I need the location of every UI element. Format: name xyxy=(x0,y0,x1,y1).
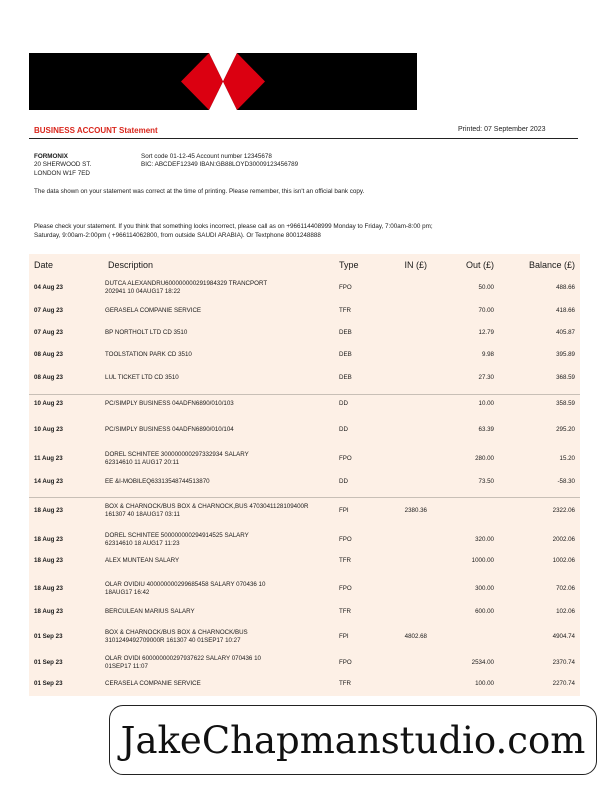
tx-description xyxy=(105,400,330,408)
tx-description-line-1: BOX & CHARNOCK/BUS BOX & CHARNOCK/BUS xyxy=(105,629,248,636)
tx-balance: 15.20 xyxy=(559,455,575,462)
tx-type: DEB xyxy=(339,374,352,381)
tx-description-line-2: 18AUG17 16:42 xyxy=(105,589,150,596)
tx-description-line-1: BP NORTHOLT LTD CD 3510 xyxy=(105,329,188,336)
tx-description-line-1: ALEX MUNTEAN SALARY xyxy=(105,557,180,564)
row-group-divider xyxy=(29,394,580,395)
tx-out-amount: 9.98 xyxy=(481,351,494,358)
tx-out-amount: 10.00 xyxy=(478,400,494,407)
tx-type: TFR xyxy=(339,307,352,314)
tx-description xyxy=(105,307,330,315)
tx-type: DD xyxy=(339,400,348,407)
tx-in-amount: 4802.68 xyxy=(404,633,427,640)
tx-out-amount: 300.00 xyxy=(475,585,494,592)
tx-description xyxy=(105,451,330,467)
tx-out-amount: 280.00 xyxy=(475,455,494,462)
tx-out-amount: 2534.00 xyxy=(471,659,494,666)
transactions-table xyxy=(29,254,580,696)
tx-description xyxy=(105,608,330,616)
tx-date: 01 Sep 23 xyxy=(34,659,63,666)
tx-balance: 1002.06 xyxy=(552,557,575,564)
tx-balance: 368.59 xyxy=(556,374,575,381)
tx-date: 08 Aug 23 xyxy=(34,351,64,358)
sort-code-account-number: Sort code 01-12-45 Account number 12345678 xyxy=(141,153,272,160)
tx-description-line-2: 3101249492709000R 161307 40 01SEP17 10:27 xyxy=(105,637,241,644)
statement-title: BUSINESS ACCOUNT Statement xyxy=(34,126,158,135)
tx-description-line-2: 62314610 18 AUG17 11:23 xyxy=(105,540,180,547)
tx-description-line-1: BERCULEAN MARIUS SALARY xyxy=(105,608,195,615)
tx-description xyxy=(105,374,330,382)
tx-description-line-1: GERASELA COMPANIE SERVICE xyxy=(105,307,202,314)
tx-description xyxy=(105,351,330,359)
company-name: FORMONIX xyxy=(34,153,68,160)
tx-description xyxy=(105,503,330,519)
tx-description-line-1: DUTCA ALEXANDRU600000000291984329 TRANCPORT xyxy=(105,280,268,287)
bic-iban: BIC: ABCDEF12349 IBAN:GB88LOYD30009123456789 xyxy=(141,161,299,169)
tx-out-amount: 320.00 xyxy=(475,536,494,543)
tx-type: FPO xyxy=(339,536,352,543)
tx-description-line-1: BOX & CHARNOCK/BUS BOX & CHARNOCK,BUS 4703041128109400R xyxy=(105,503,309,510)
tx-description-line-1: DOREL SCHINTEE 300000000297332934 SALARY xyxy=(105,451,249,458)
tx-out-amount: 63.39 xyxy=(478,426,494,433)
tx-description xyxy=(105,581,330,597)
tx-balance: 4904.74 xyxy=(552,633,575,640)
header-out: Out (£) xyxy=(465,260,494,270)
tx-date: 07 Aug 23 xyxy=(34,307,64,314)
tx-date: 18 Aug 23 xyxy=(34,585,64,592)
company-address-line-1: 20 SHERWOOD ST. xyxy=(34,161,92,169)
tx-type: FPO xyxy=(339,284,352,291)
header-type: Type xyxy=(339,260,359,270)
tx-description-line-1: TOOLSTATION PARK CD 3510 xyxy=(105,351,192,358)
tx-balance: 2370.74 xyxy=(552,659,575,666)
tx-description-line-1: PC/SIMPLY BUSINESS 04ADFN6890/010/104 xyxy=(105,426,234,433)
tx-balance: 488.66 xyxy=(556,284,575,291)
tx-type: DD xyxy=(339,426,348,433)
tx-balance: 395.89 xyxy=(556,351,575,358)
tx-description xyxy=(105,655,330,671)
company-address-block xyxy=(34,153,91,178)
tx-description xyxy=(105,557,330,565)
tx-date: 01 Sep 23 xyxy=(34,633,63,640)
tx-balance: 358.59 xyxy=(556,400,575,407)
tx-type: DEB xyxy=(339,329,352,336)
tx-date: 10 Aug 23 xyxy=(34,426,64,433)
tx-date: 08 Aug 23 xyxy=(34,374,64,381)
tx-type: FPI xyxy=(339,507,349,514)
tx-out-amount: 100.00 xyxy=(475,680,494,687)
tx-balance: 2270.74 xyxy=(552,680,575,687)
tx-date: 10 Aug 23 xyxy=(34,400,64,407)
tx-balance: 418.66 xyxy=(556,307,575,314)
tx-description xyxy=(105,426,330,434)
logo-banner xyxy=(29,53,417,110)
tx-type: FPI xyxy=(339,633,349,640)
tx-out-amount: 600.00 xyxy=(475,608,494,615)
header-balance: Balance (£) xyxy=(528,260,575,270)
tx-type: TFR xyxy=(339,608,352,615)
hexagon-logo-icon xyxy=(181,53,265,110)
tx-out-amount: 73.50 xyxy=(478,478,494,485)
tx-description xyxy=(105,680,330,688)
tx-date: 01 Sep 23 xyxy=(34,680,63,687)
tx-date: 11 Aug 23 xyxy=(34,455,63,462)
header-description: Description xyxy=(108,260,154,270)
tx-balance: 2002.06 xyxy=(552,536,575,543)
tx-balance: 295.20 xyxy=(556,426,575,433)
tx-balance: -58.30 xyxy=(557,478,575,485)
tx-description xyxy=(105,329,330,337)
tx-type: FPO xyxy=(339,585,352,592)
tx-description-line-2: 161307 40 18AUG17 03:11 xyxy=(105,511,180,518)
tx-description xyxy=(105,478,330,486)
tx-out-amount: 27.30 xyxy=(478,374,494,381)
tx-out-amount: 1000.00 xyxy=(471,557,494,564)
tx-type: TFR xyxy=(339,680,352,687)
tx-date: 18 Aug 23 xyxy=(34,557,64,564)
tx-description-line-1: LUL TICKET LTD CD 3510 xyxy=(105,374,179,381)
tx-description-line-1: CERASELA COMPANIE SERVICE xyxy=(105,680,201,687)
account-details-block xyxy=(141,153,298,170)
tx-type: FPO xyxy=(339,659,352,666)
tx-out-amount: 70.00 xyxy=(478,307,494,314)
tx-date: 18 Aug 23 xyxy=(34,507,64,514)
tx-description xyxy=(105,280,330,296)
tx-balance: 405.87 xyxy=(556,329,575,336)
header-date: Date xyxy=(34,260,54,270)
printed-date: Printed: 07 September 2023 xyxy=(458,126,546,133)
tx-out-amount: 50.00 xyxy=(478,284,494,291)
tx-balance: 102.06 xyxy=(556,608,575,615)
tx-description-line-1: EE &I-MOBILEQ63313548744513870 xyxy=(105,478,210,485)
tx-balance: 2322.06 xyxy=(552,507,575,514)
tx-type: TFR xyxy=(339,557,352,564)
tx-date: 07 Aug 23 xyxy=(34,329,64,336)
tx-description-line-2: 202941 10 04AUG17 18:22 xyxy=(105,288,181,295)
contact-note: Please check your statement. If you think that something looks incorrect, please call as on +966114408999 Monday to Friday, 7:00am-8:00 pm; Saturday, 9:00am-2:00pm ( +966114062800, from outside SAUDI ARABIA). Or Textphone 8001248888 xyxy=(34,223,433,239)
tx-description-line-2: 62314610 11 AUG17 20:11 xyxy=(105,459,180,466)
tx-description xyxy=(105,629,330,645)
company-address-line-2: LONDON W1F 7ED xyxy=(34,169,90,177)
header-in: IN (£) xyxy=(404,260,427,270)
header-divider xyxy=(29,138,578,139)
tx-balance: 702.06 xyxy=(556,585,575,592)
tx-type: DEB xyxy=(339,351,352,358)
tx-description xyxy=(105,532,330,548)
tx-in-amount: 2380.36 xyxy=(404,507,427,514)
tx-description-line-1: OLAR OVIDI 600000000297937622 SALARY 070436 10 xyxy=(105,655,261,662)
tx-description-line-2: 01SEP17 11:07 xyxy=(105,663,148,670)
tx-date: 18 Aug 23 xyxy=(34,536,64,543)
tx-out-amount: 12.79 xyxy=(478,329,494,336)
tx-type: DD xyxy=(339,478,348,485)
tx-description-line-1: DOREL SCHINTEE 500000000294914525 SALARY xyxy=(105,532,249,539)
row-group-divider xyxy=(29,497,580,498)
tx-date: 14 Aug 23 xyxy=(34,478,64,485)
tx-description-line-1: OLAR OVIDIU 400000000299685458 SALARY 070436 10 xyxy=(105,581,266,588)
tx-type: FPO xyxy=(339,455,352,462)
tx-description-line-1: PC/SIMPLY BUSINESS 04ADFN6890/010/103 xyxy=(105,400,234,407)
tx-date: 04 Aug 23 xyxy=(34,284,64,291)
tx-date: 18 Aug 23 xyxy=(34,608,64,615)
accuracy-note: The data shown on your statement was correct at the time of printing. Please remember, this isn't an official bank copy. xyxy=(34,188,365,195)
watermark-banner: JakeChapmanstudio.com xyxy=(109,705,597,775)
